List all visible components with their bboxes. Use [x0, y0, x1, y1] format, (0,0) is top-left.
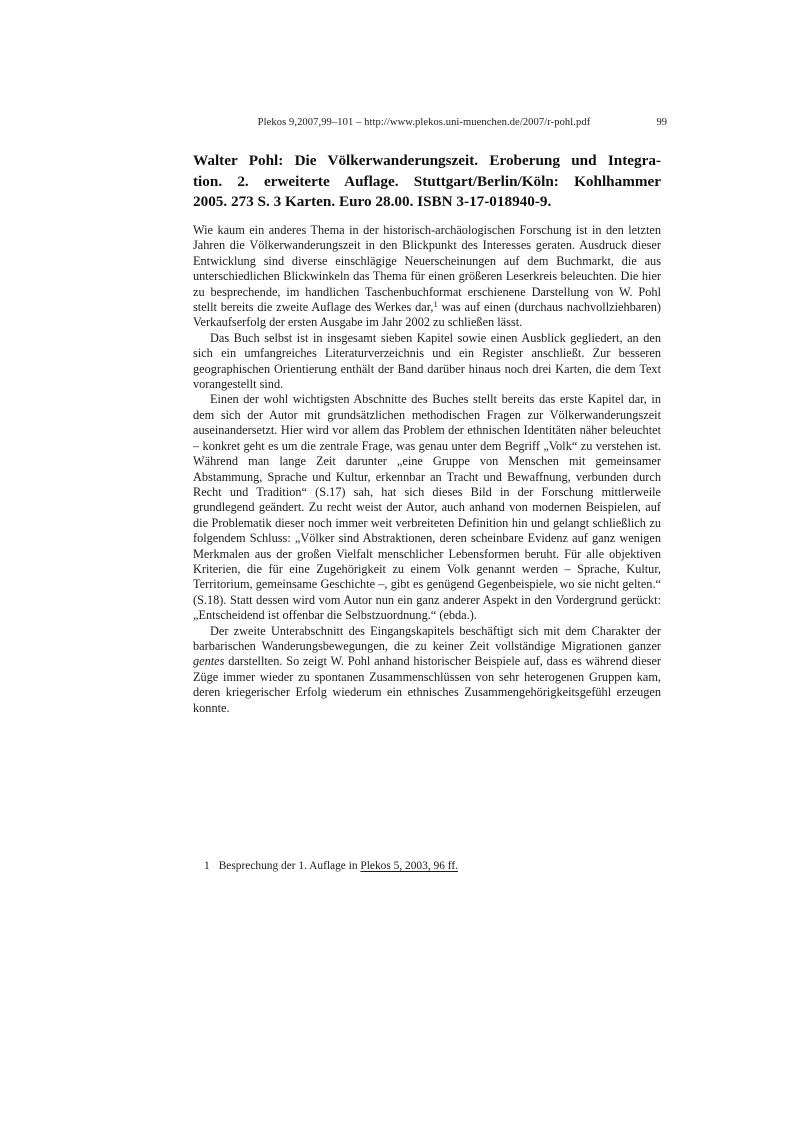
text-segment: was auf einen (durchaus nachvollziehbaren) Verkaufserfolg der ersten Ausgabe im Jahr 2002 zu schließen lässt.	[193, 300, 661, 330]
italic-text: gentes	[193, 654, 225, 669]
running-header	[193, 117, 667, 131]
text-segment: Wie kaum ein anderes Thema in der historisch-archäologischen Forschung ist in den letzten Jahren die Völkerwanderungszeit in den Blickpunkt des Interesses geraten. Ausdruck dieser Entwicklung sind diverse einschlägige Neuerscheinungen auf dem Buchmarkt, die aus unterschiedlichen Blickwinkeln das Thema für einen größeren Leserkreis beleuchten. Die hier zu besprechende, im handlichen Taschenbuchformat erschienene Darstellung von W. Pohl stellt bereits die zweite Auflage des Werkes dar,	[193, 223, 661, 315]
header-citation: Plekos 9,2007,99–101 – http://www.plekos.uni-muenchen.de/2007/r-pohl.pdf	[257, 117, 591, 128]
paragraph	[193, 392, 661, 623]
book-title-line: Walter Pohl: Die Völkerwanderungszeit. Eroberung und Integra-	[193, 152, 661, 169]
text-segment: Einen der wohl wichtigsten Abschnitte des Buches stellt bereits das erste Kapitel dar, in dem sich der Autor mit grundsätzlichen methodischen Fragen zur Völkerwanderungszeit auseinandersetzt. Hier wird vor allem das Problem der ethnischen Identitäten näher beleuchtet – konkret geht es um die zentrale Frage, was genau unter dem Begriff „Volk“ zu verstehen ist. Während man lange Zeit darunter „eine Gruppe von Menschen mit gemeinsamer Abstammung, Sprache und Kultur, erkennbar an Tracht und Bewaffnung, verbunden durch Recht und Tradition“ (S.17) sah, hat sich dieses Bild in der Forschung mittlerweile grundlegend geändert. Zu recht weist der Autor, auch anhand von modernen Beispielen, auf die Problematik dieser noch immer weit verbreiteten Definition hin und gelangt schließlich zu folgendem Schluss: „Völker sind Abstraktionen, deren scheinbare Evidenz auf ganz wenigen Merkmalen aus der großen Vielfalt menschlicher Lebensformen beruht. Für alle objektiven Kriterien, die für eine Zugehörigkeit zu einem Volk genannt werden – Sprache, Kultur, Territorium, gemeinsame Geschichte –, gibt es genügend Gegenbeispiele, wo sie nicht gelten.“ (S.18). Statt dessen wird vom Autor nun ein ganz anderer Aspekt in den Vordergrund gerückt: „Entscheidend ist offenbar die Selbstzuordnung.“ (ebda.).	[193, 392, 661, 623]
footnote-link[interactable]: Plekos 5, 2003, 96 ff.	[360, 860, 458, 872]
book-title-line: tion. 2. erweiterte Auflage. Stuttgart/Berlin/Köln: Kohlhammer	[193, 172, 661, 190]
text-segment: darstellten. So zeigt W. Pohl anhand historischer Beispiele auf, dass es während dieser Züge immer wieder zu spontanen Zusammenschlüssen von sehr heterogenen Gruppen kam, deren kriegerischer Erfolg wiederum ein ethnisches Zusammengehörigkeitsgefühl erzeugen konnte.	[193, 654, 661, 715]
book-title-line: 2005. 273 S. 3 Karten. Euro 28.00. ISBN 3-17-018940-9.	[193, 193, 552, 211]
footnote-text: Besprechung der 1. Auflage in	[218, 860, 361, 872]
text-segment: Das Buch selbst ist in insgesamt sieben Kapitel sowie einen Ausblick gegliedert, an den sich ein umfangreiches Literaturverzeichnis und ein Register anschließt. Zur besseren geographischen Orientierung enthält der Band darüber hinaus noch drei Karten, die dem Text vorangestellt sind.	[193, 330, 661, 392]
review-body	[193, 223, 661, 716]
paragraph	[193, 624, 661, 716]
text-segment: Der zweite Unterabschnitt des Eingangskapitels beschäftigt sich mit dem Charakter der barbarischen Wanderungsbewegungen, die zu keiner Zeit vollständige Migrationen ganzer	[193, 623, 661, 653]
footnote-marker: 1	[204, 860, 210, 872]
footnote-ref[interactable]: 1	[433, 299, 438, 310]
paragraph	[193, 223, 661, 331]
header-page-number: 99	[656, 117, 667, 128]
book-title	[193, 151, 661, 213]
paragraph	[193, 331, 661, 393]
footnote	[193, 860, 661, 872]
